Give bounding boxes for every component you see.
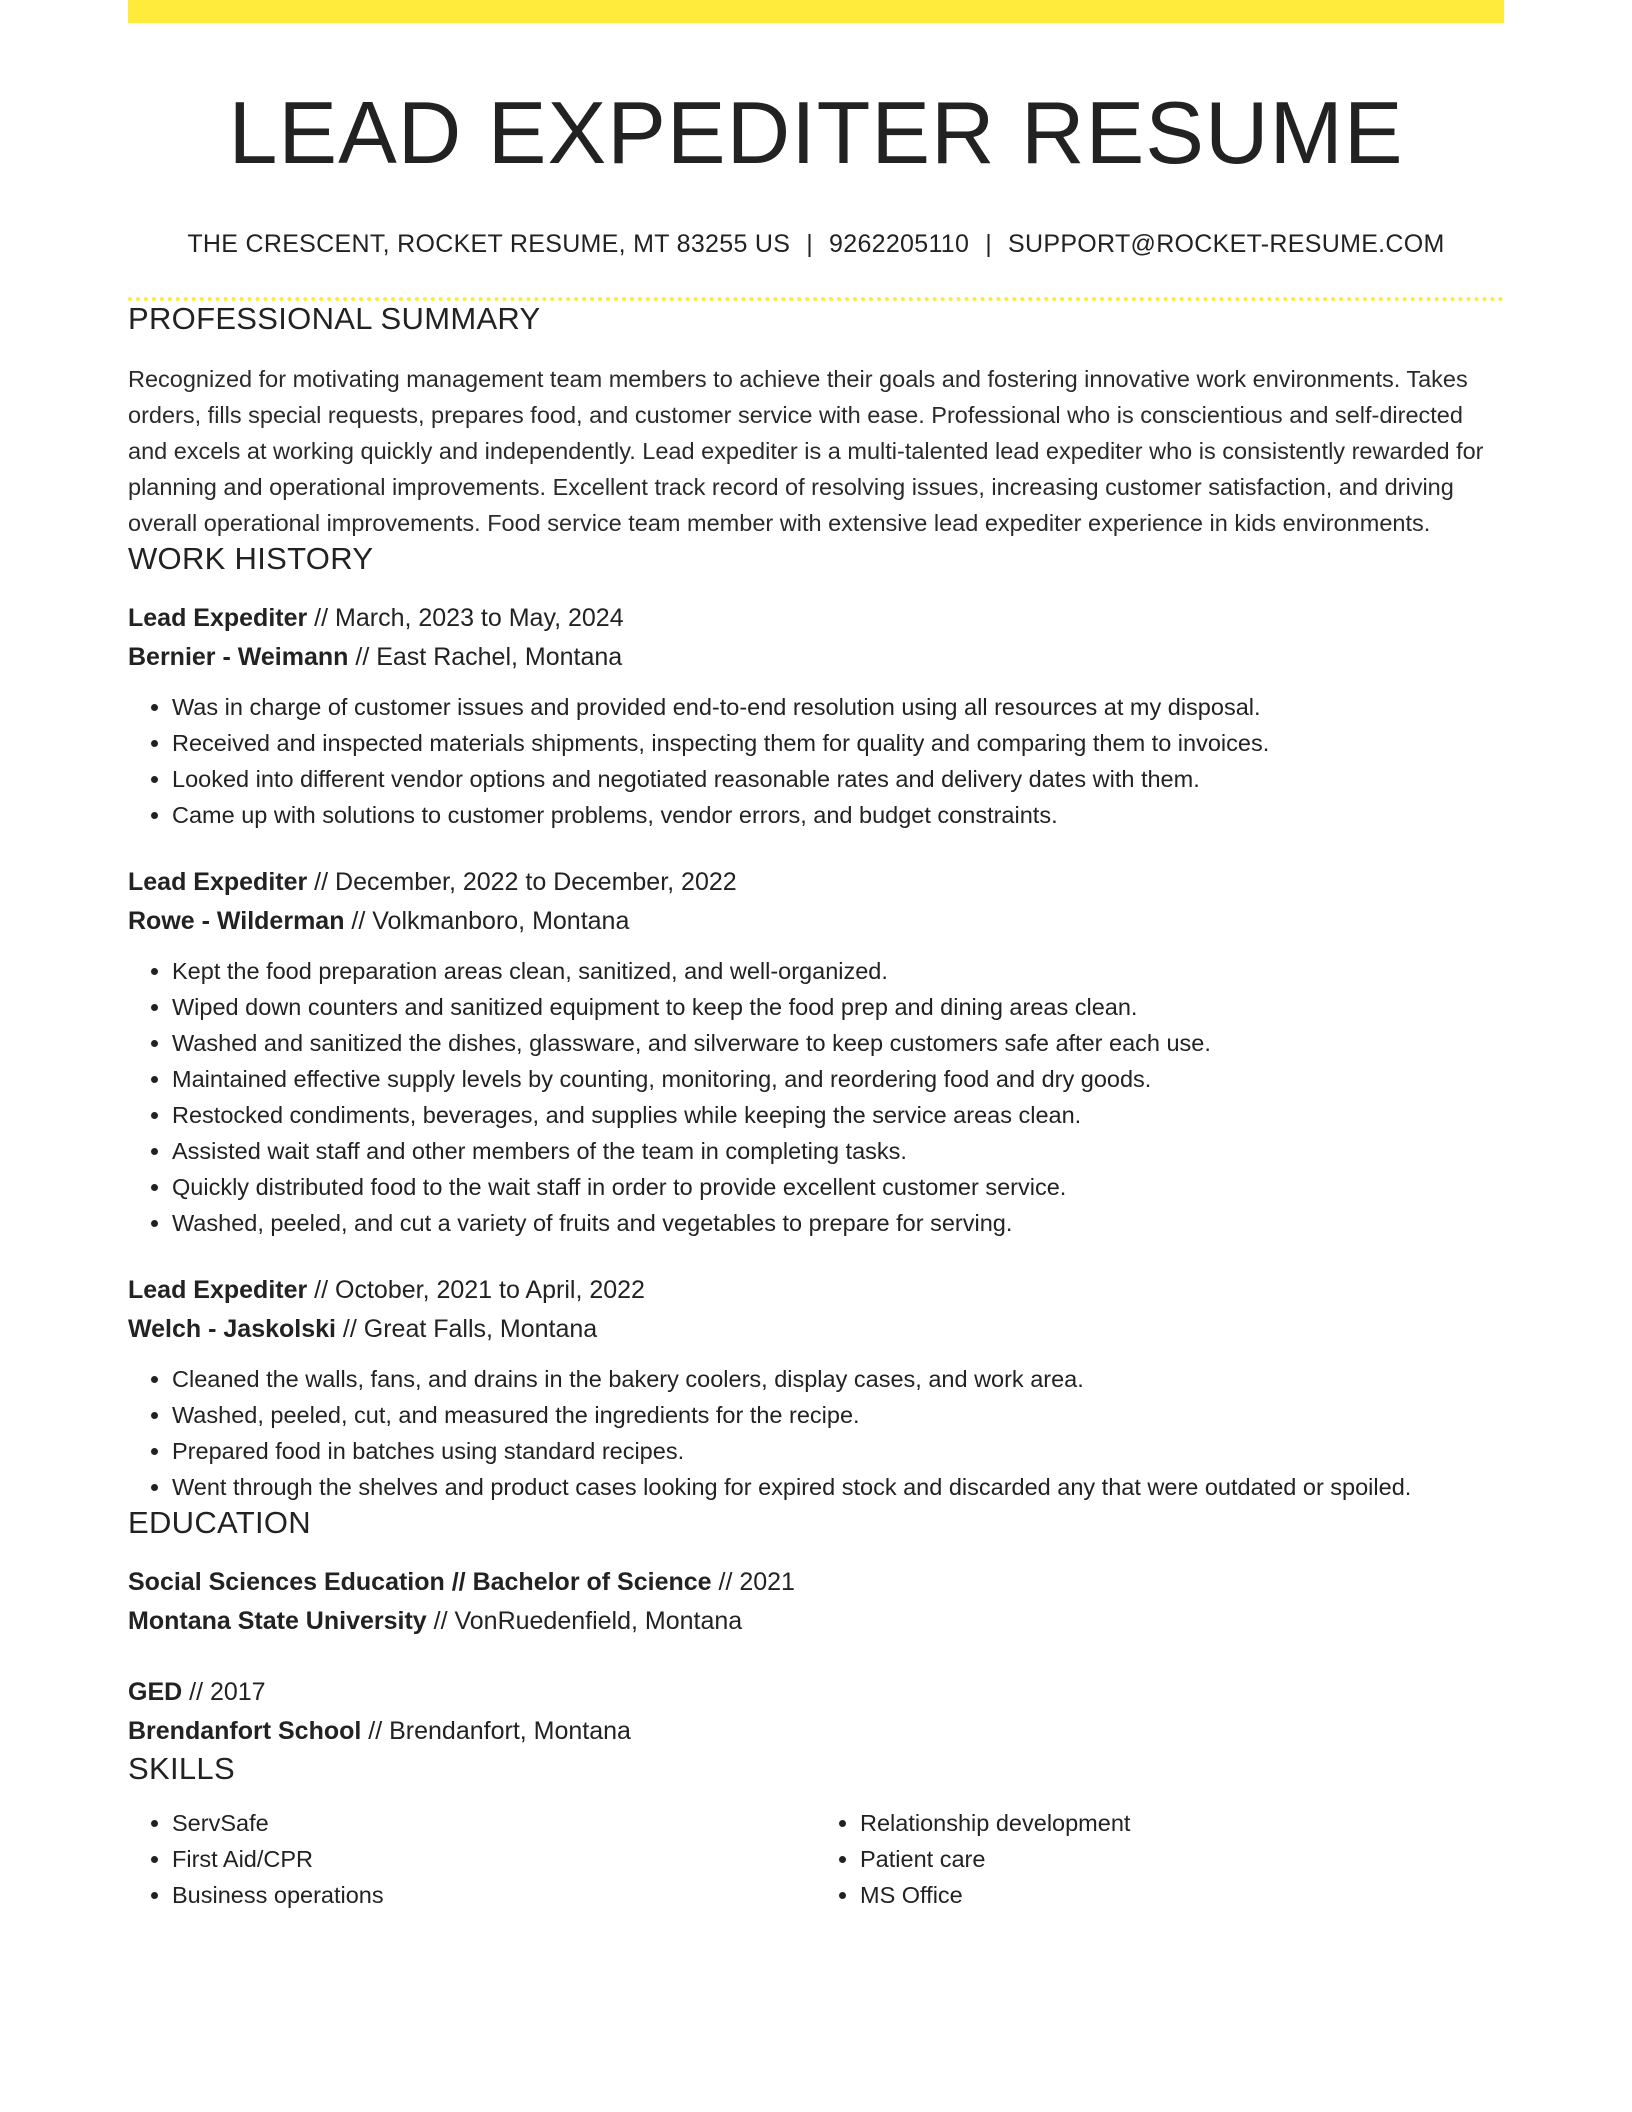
contact-separator: | [806, 229, 814, 258]
contact-address: THE CRESCENT, ROCKET RESUME, MT 83255 US [187, 229, 791, 258]
skills-heading: SKILLS [128, 1750, 235, 1786]
skill-item: • MS Office [860, 1877, 1504, 1913]
job-bullet: • Cleaned the walls, fans, and drains in the bakery coolers, display cases, and work area. [172, 1361, 1504, 1397]
skills-columns [128, 1805, 1504, 1913]
job-bullets [128, 953, 1504, 1241]
job-entry [128, 863, 1504, 1241]
contact-phone: 9262205110 [829, 229, 970, 258]
job-title: Lead Expediter [128, 603, 308, 632]
job-bullet: • Wiped down counters and sanitized equipment to keep the food prep and dining areas clean. [172, 989, 1504, 1025]
job-bullets [128, 1361, 1504, 1505]
education-heading: EDUCATION [128, 1504, 311, 1540]
job-bullet: • Came up with solutions to customer problems, vendor errors, and budget constraints. [172, 797, 1504, 833]
edu-year: // 2017 [182, 1677, 266, 1706]
skill-item: • Relationship development [860, 1805, 1504, 1841]
job-bullet: • Was in charge of customer issues and provided end-to-end resolution using all resources at my disposal. [172, 689, 1504, 725]
resume-title: LEAD EXPEDITER RESUME [228, 83, 1404, 182]
education-entry [128, 1563, 1504, 1641]
job-company: Welch - Jaskolski [128, 1314, 336, 1343]
job-bullet: • Quickly distributed food to the wait staff in order to provide excellent customer service. [172, 1169, 1504, 1205]
job-entry [128, 1271, 1504, 1505]
skill-item: • ServSafe [172, 1805, 816, 1841]
job-bullet: • Washed and sanitized the dishes, glassware, and silverware to keep customers safe after each use. [172, 1025, 1504, 1061]
job-title: Lead Expediter [128, 1275, 308, 1304]
edu-school: Brendanfort School [128, 1716, 362, 1745]
skills-list-left [128, 1805, 816, 1913]
job-title: Lead Expediter [128, 867, 308, 896]
edu-degree: GED [128, 1677, 183, 1706]
summary-text: Recognized for motivating management team members to achieve their goals and fostering innovative work environments. Takes orders, fills special requests, prepares food, and customer service with ease. Professional who is conscientious and self-directed and excels at working quickly and independently. Lead expediter is a multi-talented lead expediter who is consistently rewarded for planning and operational improvements. Excellent track record of resolving issues, increasing customer satisfaction, and driving overall operational improvements. Food service team member with extensive lead expediter experience in kids environments. [128, 365, 1484, 536]
top-accent-bar [128, 0, 1504, 23]
job-location: // Volkmanboro, Montana [344, 906, 630, 935]
education-entry [128, 1673, 1504, 1751]
summary-heading: PROFESSIONAL SUMMARY [128, 300, 541, 336]
job-location: // Great Falls, Montana [335, 1314, 598, 1343]
work-history-heading: WORK HISTORY [128, 540, 374, 576]
job-dates: // March, 2023 to May, 2024 [307, 603, 624, 632]
job-bullet: • Washed, peeled, cut, and measured the ingredients for the recipe. [172, 1397, 1504, 1433]
edu-location: // VonRuedenfield, Montana [426, 1606, 743, 1635]
resume-page [128, 0, 1504, 1913]
skill-item: • First Aid/CPR [172, 1841, 816, 1877]
job-location: // East Rachel, Montana [348, 642, 623, 671]
job-bullets [128, 689, 1504, 833]
skill-item: • Patient care [860, 1841, 1504, 1877]
contact-separator: | [985, 229, 993, 258]
job-company: Rowe - Wilderman [128, 906, 345, 935]
edu-school: Montana State University [128, 1606, 427, 1635]
contact-email: SUPPORT@ROCKET-RESUME.COM [1008, 229, 1445, 258]
job-bullet: • Washed, peeled, and cut a variety of fruits and vegetables to prepare for serving. [172, 1205, 1504, 1241]
skill-item: • Business operations [172, 1877, 816, 1913]
job-bullet: • Looked into different vendor options and negotiated reasonable rates and delivery dates with them. [172, 761, 1504, 797]
edu-degree: Social Sciences Education // Bachelor of Science [128, 1567, 712, 1596]
job-bullet: • Received and inspected materials shipments, inspecting them for quality and comparing them to invoices. [172, 725, 1504, 761]
job-company: Bernier - Weimann [128, 642, 349, 671]
job-dates: // October, 2021 to April, 2022 [307, 1275, 645, 1304]
job-bullet: • Went through the shelves and product cases looking for expired stock and discarded any that were outdated or spoiled. [172, 1469, 1504, 1505]
edu-location: // Brendanfort, Montana [361, 1716, 631, 1745]
contact-line [128, 230, 1504, 259]
job-bullet: • Maintained effective supply levels by counting, monitoring, and reordering food and dry goods. [172, 1061, 1504, 1097]
job-bullet: • Assisted wait staff and other members of the team in completing tasks. [172, 1133, 1504, 1169]
skills-list-right [816, 1805, 1504, 1913]
job-bullet: • Kept the food preparation areas clean, sanitized, and well-organized. [172, 953, 1504, 989]
job-dates: // December, 2022 to December, 2022 [307, 867, 737, 896]
edu-year: // 2021 [711, 1567, 795, 1596]
job-entry [128, 599, 1504, 833]
job-bullet: • Prepared food in batches using standard recipes. [172, 1433, 1504, 1469]
job-bullet: • Restocked condiments, beverages, and supplies while keeping the service areas clean. [172, 1097, 1504, 1133]
